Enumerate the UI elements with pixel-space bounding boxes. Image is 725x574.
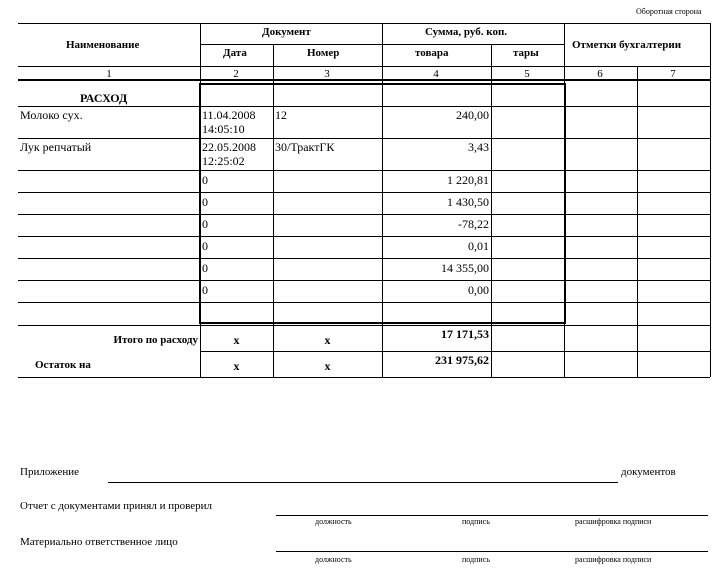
attachment-line (108, 482, 618, 483)
responsible-decoding-caption: расшифровка подписи (575, 555, 652, 564)
balance-value: 231 975,62 (435, 353, 489, 367)
col-number-5: 5 (524, 68, 530, 80)
report-accepted-label: Отчет с документами принял и проверил (20, 500, 213, 512)
report-signature-caption: подпись (462, 517, 490, 526)
row-date: 0 (202, 195, 208, 209)
row-date: 0 (202, 217, 208, 231)
header-goods: товара (415, 47, 449, 59)
documents-label: документов (621, 466, 676, 478)
row-goods: 14 355,00 (441, 261, 489, 275)
section-title: РАСХОД (80, 91, 128, 105)
responsible-person-line (276, 551, 708, 552)
row-number: 12 (275, 108, 287, 122)
row-date: 0 (202, 283, 208, 297)
row-goods: 240,00 (456, 108, 489, 122)
col-number-3: 3 (324, 68, 330, 80)
report-position-caption: должность (315, 517, 352, 526)
header-name: Наименование (66, 39, 140, 51)
col-number-4: 4 (433, 68, 439, 80)
col-number-1: 1 (106, 68, 112, 80)
header-document: Документ (262, 26, 311, 38)
row-time: 12:25:02 (202, 154, 245, 168)
balance-number: х (324, 359, 331, 373)
row-goods: -78,22 (458, 217, 489, 231)
header-tara: тары (513, 47, 539, 59)
corner-note: Оборотная сторона (636, 7, 702, 16)
row-date: 0 (202, 173, 208, 187)
row-time: 14:05:10 (202, 122, 245, 136)
row-date: 22.05.2008 (202, 140, 256, 154)
row-goods: 1 220,81 (447, 173, 489, 187)
row-number: 30/ТрактГК (275, 140, 335, 154)
row-goods: 0,01 (468, 239, 489, 253)
row-date: 0 (202, 261, 208, 275)
col-number-2: 2 (233, 68, 239, 80)
row-name: Молоко сух. (20, 108, 83, 122)
header-sum: Сумма, руб. коп. (425, 26, 508, 38)
header-accounting-marks: Отметки бухгалтерии (572, 39, 682, 51)
row-date: 0 (202, 239, 208, 253)
row-name: Лук репчатый (20, 140, 92, 154)
total-expense-label: Итого по расходу (113, 334, 198, 346)
header-number: Номер (307, 47, 340, 59)
row-goods: 3,43 (468, 140, 489, 154)
total-expense-value: 17 171,53 (441, 327, 489, 341)
header-date: Дата (223, 47, 247, 59)
col-number-6: 6 (597, 68, 603, 80)
row-goods: 1 430,50 (447, 195, 489, 209)
report-accepted-line (276, 515, 708, 516)
responsible-position-caption: должность (315, 555, 352, 564)
responsible-person-label: Материально ответственное лицо (20, 536, 178, 548)
total-expense-number: х (324, 333, 331, 347)
row-date: 11.04.2008 (202, 108, 256, 122)
balance-date: х (233, 359, 240, 373)
total-expense-date: х (233, 333, 240, 347)
balance-label: Остаток на (35, 359, 91, 371)
report-decoding-caption: расшифровка подписи (575, 517, 652, 526)
row-goods: 0,00 (468, 283, 489, 297)
attachment-label: Приложение (20, 466, 80, 478)
responsible-signature-caption: подпись (462, 555, 490, 564)
col-number-7: 7 (670, 68, 676, 80)
